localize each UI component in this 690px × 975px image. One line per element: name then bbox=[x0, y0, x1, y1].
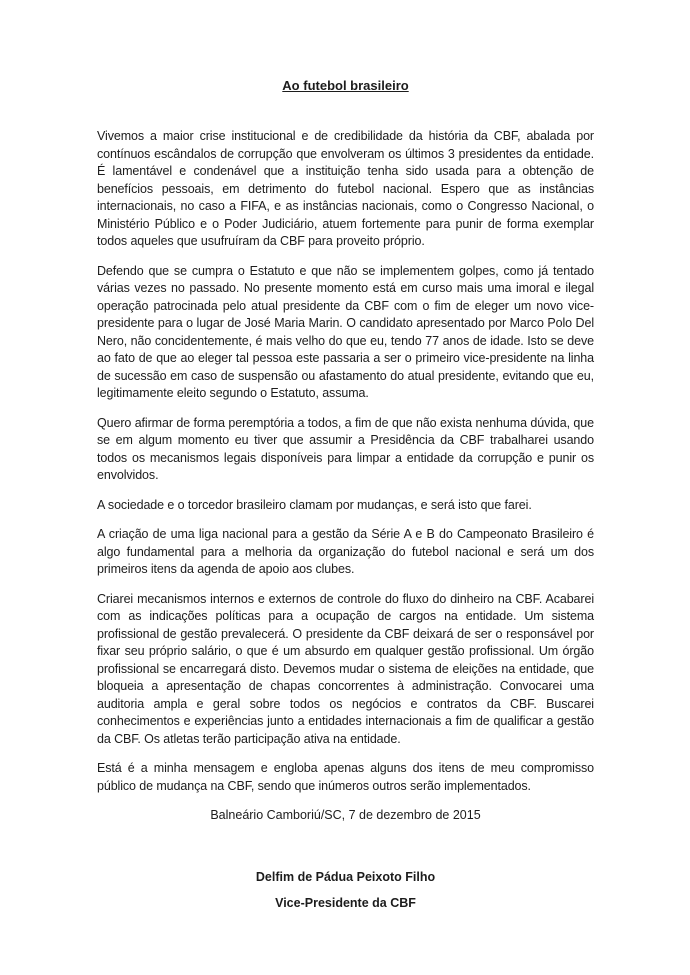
body-paragraph: Criarei mecanismos internos e externos de controle do fluxo do dinheiro na CBF. Acabarei com as indicações políticas para a ocupação de cargos na entidade. Um sistema profissional de gestão prevalecerá. O presidente da CBF deixará de ser o responsável por fixar seu próprio salário, o que é um absurdo em qualquer gestão profissional. Um órgão profissional se encarregará disto. Devemos mudar o sistema de eleições na entidade, que bloqueia a apresentação de chapas concorrentes à administração. Convocarei uma auditoria ampla e geral sobre todos os negócios e contratos da CBF. Buscarei conhecimentos e experiências junto a entidades internacionais a fim de qualificar a gestão da CBF. Os atletas terão participação ativa na entidade. bbox=[97, 591, 594, 746]
signature-block bbox=[97, 869, 594, 913]
signature-role: Vice-Presidente da CBF bbox=[275, 896, 416, 910]
dateline: Balneário Camboriú/SC, 7 de dezembro de 2015 bbox=[210, 808, 481, 822]
signature-name: Delfim de Pádua Peixoto Filho bbox=[255, 869, 436, 884]
body-paragraph: Quero afirmar de forma peremptória a todos, a fim de que não exista nenhuma dúvida, que se em algum momento eu tiver que assumir a Presidência da CBF trabalharei usando todos os mecanismos legais disponíveis para limpar a entidade da corrupção e punir os envolvidos. bbox=[97, 415, 594, 482]
document-title: Ao futebol brasileiro bbox=[282, 78, 409, 93]
document-body bbox=[97, 128, 594, 795]
body-paragraph: A criação de uma liga nacional para a gestão da Série A e B do Campeonato Brasileiro é algo fundamental para a melhoria da organização do futebol nacional e será um dos primeiros itens da agenda de apoio aos clubes. bbox=[97, 527, 594, 576]
body-paragraph: Defendo que se cumpra o Estatuto e que não se implementem golpes, como já tentado várias vezes no passado. No presente momento está em curso mais uma imoral e ilegal operação patrocinada pelo atual presidente da CBF com o fim de eleger um novo vice-presidente para o lugar de José Maria Marin. O candidato apresentado por Marco Polo Del Nero, não concidentemente, é mais velho do que eu, tendo 77 anos de idade. Isto se deve ao fato de que ao eleger tal pessoa este passaria a ser o primeiro vice-presidente na linha de sucessão em caso de suspensão ou afastamento do atual presidente, evitando que eu, legitimamente eleito segundo o Estatuto, assuma. bbox=[97, 263, 594, 400]
body-paragraph: Vivemos a maior crise institucional e de credibilidade da história da CBF, abalada por contínuos escândalos de corrupção que envolveram os últimos 3 presidentes da entidade. É lamentável e condenável que a instituição tenha sido usada para a obtenção de benefícios pessoais, em detrimento do futebol nacional. Espero que as instâncias internacionais, no caso a FIFA, e as instâncias nacionais, como o Congresso Nacional, o Ministério Público e o Poder Judiciário, atuem fortemente para punir de forma exemplar todos aqueles que usufruíram da CBF para proveito próprio. bbox=[97, 129, 594, 248]
body-paragraph: Está é a minha mensagem e engloba apenas alguns dos itens de meu compromisso público de mudança na CBF, sendo que inúmeros outros serão implementados. bbox=[97, 761, 594, 793]
body-paragraph: A sociedade e o torcedor brasileiro clamam por mudanças, e será isto que farei. bbox=[97, 497, 532, 512]
